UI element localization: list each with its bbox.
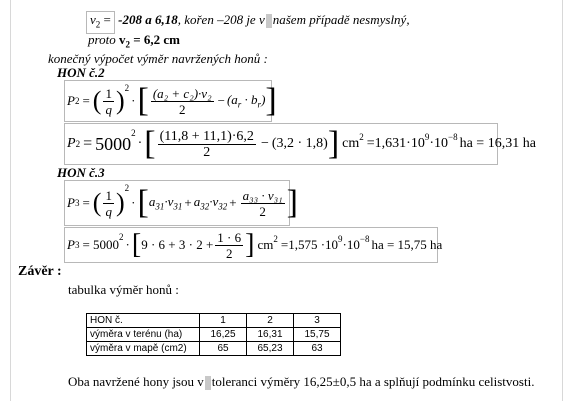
p3n-exp9: 9 <box>338 234 343 244</box>
table-cell: 3 <box>294 314 341 328</box>
p3n-expm8: −8 <box>359 234 370 244</box>
table-cell: 16,25 <box>200 328 247 342</box>
text-cursor <box>266 14 272 28</box>
p3n-result-a: =1,575 ·10 <box>280 237 339 252</box>
a33-num: a₃₃ · v₃₁ <box>242 187 283 203</box>
formula-p2-symbolic: P 2 = ( $\frac{1}{q}$ ) $^2$ · [ $\frac{\text{(a₂ + c₂)·v₂}}{2}$ − $(a_r \cdot b_r)$ ] <box>64 80 272 122</box>
frac3-num: 1 <box>105 187 112 203</box>
table-caption: tabulka výměr honů : <box>68 282 179 297</box>
line-proto <box>88 32 180 50</box>
v2-field <box>86 11 115 34</box>
plus-1: + <box>184 195 192 210</box>
p2-symbol: P <box>67 93 75 108</box>
exp9: 9 <box>424 132 430 142</box>
area-num-den: 2 <box>203 144 211 160</box>
p3n-unit: cm <box>257 237 274 252</box>
p3n-result-ha: ha = 15,75 ha <box>371 237 443 252</box>
table-cell: 15,75 <box>294 328 341 342</box>
table-cell: 2 <box>247 314 294 328</box>
frac16-den: 2 <box>225 245 233 261</box>
table-row <box>87 342 341 356</box>
area-table <box>86 313 341 356</box>
p3n-unit-sq: 2 <box>273 234 278 244</box>
area-den: 2 <box>178 101 186 117</box>
frac-a33 <box>241 188 285 219</box>
v2-eq: = <box>103 12 111 27</box>
frac-den: q <box>105 101 112 117</box>
footer-sentence <box>68 374 534 390</box>
line-v2-roots <box>86 11 410 34</box>
bracket-open-4: [ <box>131 229 142 260</box>
a33-den: 2 <box>259 203 266 219</box>
v2-symbol: v <box>90 12 96 27</box>
term-a32-v32: $a_{32}\cdot v_{32}$ <box>193 194 228 212</box>
ab-term: $(a_r \cdot b_r)$ <box>226 92 266 110</box>
table-header-row <box>87 314 341 328</box>
final-calc-heading: konečný výpočet výměr navržených honů : <box>48 51 268 66</box>
bracket-open-2: [ <box>144 125 156 162</box>
formula-p3-numeric: P 3 = 5000 $^2$ · [ 9 · 6 + 3 · 2 + $\frac{1 \cdot 6}{2}$ ] cm $^2$ =1,575 ·10 $^9$ ·10 $^{-8}$ ha = 15,75 ha <box>64 227 438 263</box>
roots-comment-a: , kořen –208 je v <box>177 12 265 27</box>
footer-b: toleranci výměry 16,25±0,5 ha a splňují podmínku celistvosti. <box>211 374 535 389</box>
roots-bold: -208 a 6,18 <box>118 12 178 27</box>
frac-area-num <box>158 129 256 160</box>
paren-close: ) <box>115 86 125 115</box>
table-cell: 65,23 <box>247 342 294 356</box>
table-cell: 63 <box>294 342 341 356</box>
result-b: ·10 <box>429 136 449 151</box>
frac16-num: 1 · 6 <box>217 229 242 245</box>
footer-a: Oba navržené hony jsou v <box>68 374 204 389</box>
p3n-result-b: ·10 <box>342 237 360 252</box>
table-cell: výměra v mapě (cm2) <box>87 342 200 356</box>
p2n-symbol: P <box>67 136 76 151</box>
p3-sub: 3 <box>74 198 80 208</box>
paren-close-3: ) <box>115 188 125 217</box>
hon2-title: HON č.2 <box>57 65 105 80</box>
p3n-sq: 2 <box>119 232 124 242</box>
p3n-symbol: P <box>67 237 75 252</box>
paren-open-3: ( <box>92 188 102 217</box>
unit: cm <box>342 136 360 151</box>
bracket-close-3: ] <box>286 184 298 221</box>
result-a: =1,631·10 <box>366 136 425 151</box>
plus-2: + <box>229 195 237 210</box>
frac-num: 1 <box>105 85 112 101</box>
frac-1-q-3 <box>103 188 114 219</box>
p2n-sub: 2 <box>75 139 81 149</box>
proto-value: = 6,2 cm <box>129 32 180 47</box>
area-num: (a₂ + c₂)·v₂ <box>152 85 212 101</box>
table-cell: HON č. <box>87 314 200 328</box>
scale: 5000 <box>95 133 132 154</box>
expm8: −8 <box>448 132 458 142</box>
table-cell: 16,31 <box>247 328 294 342</box>
frac3-den: q <box>105 203 112 219</box>
p2-eq: = <box>82 93 90 108</box>
bracket-close-4: ] <box>245 229 255 260</box>
p3n-sub: 3 <box>74 240 80 250</box>
result-ha: ha = 16,31 ha <box>459 136 536 151</box>
proto-v2-sub: 2 <box>125 39 130 50</box>
table-cell: výměra v terénu (ha) <box>87 328 200 342</box>
paren-open: ( <box>92 86 102 115</box>
proto-v2: v <box>118 32 126 47</box>
table-cell: 65 <box>200 342 247 356</box>
text-cursor-2 <box>205 376 211 390</box>
table-cell: 1 <box>200 314 247 328</box>
proto-word: proto <box>88 32 116 47</box>
p3n-eq-scale: = 5000 <box>82 237 120 252</box>
ab-num: (3,2 · 1,8) <box>271 136 328 151</box>
bracket-open-3: [ <box>137 184 149 221</box>
bracket-close: ] <box>265 82 277 119</box>
hon3-title: HON č.3 <box>57 165 105 180</box>
p3-eq: = <box>82 195 90 210</box>
p3n-body: 9 · 6 + 3 · 2 + <box>141 237 214 252</box>
bracket-open: [ <box>137 82 149 119</box>
area-num-num: (11,8 + 11,1)·6,2 <box>159 128 254 144</box>
roots-comment-b: našem případě nesmyslný, <box>272 12 410 27</box>
frac-area <box>151 86 214 117</box>
frac-16 <box>215 230 243 261</box>
formula-p3-symbolic: P 3 = ( $\frac{1}{q}$ ) 2 · [ $a_{31}\cdot v_{31}$ + $a_{32}\cdot v_{32}$ + $\frac{\text{a₃₃ · v₃₁}}{2}$ ] <box>64 180 290 226</box>
formula-p2-numeric: P 2 = 5000 $^2$ · [ $\frac{(11,8 + 11,1)\cdot 6,2}{2}$ − (3,2 · 1,8) ] cm $^2$ =1,631·10 $^9$ ·10 $^{-8}$ ha = 16,31 ha <box>64 123 498 165</box>
bracket-close-2: ] <box>327 125 340 162</box>
frac-1-q <box>103 86 114 117</box>
scale-sq: 2 <box>131 128 136 138</box>
p3-symbol: P <box>67 195 75 210</box>
sq: 2 <box>124 83 130 93</box>
minus: − <box>217 93 225 108</box>
unit-sq: 2 <box>359 132 364 142</box>
table-row <box>87 328 341 342</box>
term-a31-v31: $a_{31}\cdot v_{31}$ <box>148 194 183 212</box>
p2n-eq: = <box>83 135 93 152</box>
conclusion-heading: Závěr : <box>18 264 62 279</box>
sq3: 2 <box>124 183 130 193</box>
minus-2: − <box>260 136 269 151</box>
p2-sub: 2 <box>74 96 80 106</box>
v2-sub: 2 <box>95 19 101 30</box>
